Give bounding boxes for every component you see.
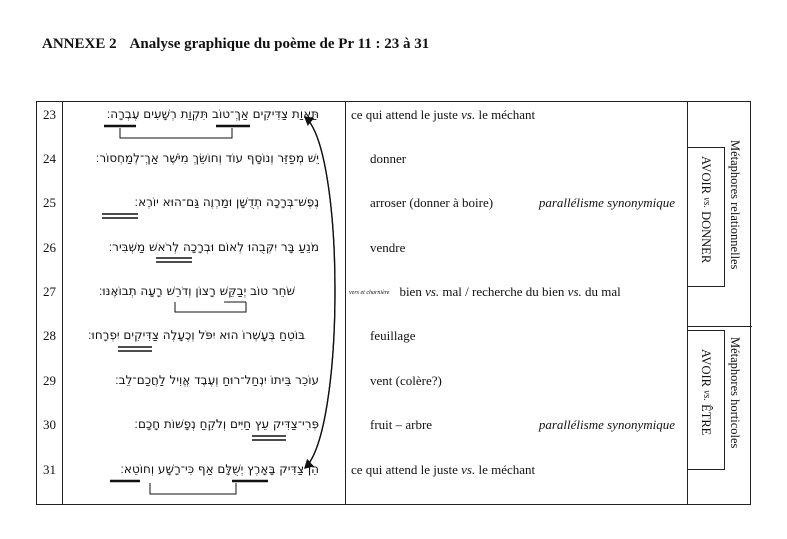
hebrew-verse: נֶפֶשׁ־בְּרָכָה תְדֻשָּׁן וּמַרְוֶה גַּם־הוּא יוֹרֶא׃ xyxy=(134,195,319,209)
label-horticultural-metaphors: Métaphores horticoles xyxy=(728,337,742,449)
label-avoir-etre: AVOIR vs. ÊTRE xyxy=(699,349,713,436)
hebrew-verse: תַּאֲוַת צַדִּיקִים אַךְ־טוֹב תִּקְוַת רְשָׁעִים עֶבְרָה׃ xyxy=(106,107,319,121)
hebrew-verse: יֵשׁ מְפַזֵּר וְנוֹסָף עוֹד וְחוֹשֵׂךְ מִיֹּשֶׁר אַךְ־לְמַחְסוֹר׃ xyxy=(95,151,319,165)
french-gloss: fruit – arbre xyxy=(370,417,433,432)
hebrew-verse: עוֹכֵר בֵּיתוֹ יִנְחַל־רוּחַ וְעֶבֶד אֱוִיל לַחֲכַם־לֵב׃ xyxy=(115,373,319,387)
inclusion-arrow-up xyxy=(305,117,335,468)
link-bracket xyxy=(120,128,232,138)
verse-number: 30 xyxy=(43,417,56,432)
french-gloss: ce qui attend le juste vs. le méchant xyxy=(351,107,536,122)
french-gloss: vent (colère?) xyxy=(370,373,442,388)
french-gloss: donner xyxy=(370,151,407,166)
verse-number: 31 xyxy=(43,462,56,477)
hebrew-verse: מֹנֵעַ בָּר יִקְּבֻהוּ לְאוֹם וּבְרָכָה לְרֹאשׁ מַשְׁבִּיר׃ xyxy=(108,240,319,254)
hebrew-verse: בּוֹטֵחַ בְּעָשְׁרוֹ הוּא יִפֹּל וְכֶעָלֶה צַדִּיקִים יִפְרָחוּ׃ xyxy=(88,328,305,342)
verse-number: 28 xyxy=(43,328,56,343)
label-avoir-donner: AVOIR vs. DONNER xyxy=(699,156,713,264)
parallelism-note: parallélisme synonymique xyxy=(538,417,675,432)
annex-number: ANNEXE 2 xyxy=(42,36,117,52)
french-gloss: arroser (donner à boire) xyxy=(370,195,494,210)
verse-number: 24 xyxy=(43,151,56,166)
verse-number: 26 xyxy=(43,240,56,255)
hebrew-verse: פְּרִי־צַדִּיק עֵץ חַיִּים וְלֹקֵחַ נְפָשׁוֹת חָכָם׃ xyxy=(134,417,319,431)
hebrew-verse: שֹׁחֵר טוֹב יְבַקֵּשׁ רָצוֹן וְדֹרֵשׁ רָעָה תְבוֹאֶנּוּ׃ xyxy=(98,284,295,298)
label-relational-metaphors: Métaphores relationnelles xyxy=(728,140,742,270)
verse-number: 27 xyxy=(43,284,56,299)
verse-number: 29 xyxy=(43,373,56,388)
link-bracket xyxy=(150,483,236,494)
french-gloss: ce qui attend le juste vs. le méchant xyxy=(351,462,536,477)
french-gloss: vendre xyxy=(370,240,406,255)
parallelism-note: parallélisme synonymique xyxy=(538,195,675,210)
annex-title: Analyse graphique du poème de Pr 11 : 23 à 31 xyxy=(129,36,430,52)
inclusion-arrow-down xyxy=(305,117,335,468)
french-gloss: vers et charnière bien vs. mal / recherche du bien vs. du mal xyxy=(349,284,621,299)
verse-number: 23 xyxy=(43,107,56,122)
hinge-note: vers et charnière xyxy=(349,290,390,296)
link-bracket xyxy=(175,302,246,312)
hebrew-verse: הֵן צַדִּיק בָּאָרֶץ יְשֻׁלָּם אַף כִּי־רָשָׁע וְחוֹטֵא׃ xyxy=(120,462,319,476)
french-gloss: feuillage xyxy=(370,328,416,343)
verse-number: 25 xyxy=(43,195,56,210)
